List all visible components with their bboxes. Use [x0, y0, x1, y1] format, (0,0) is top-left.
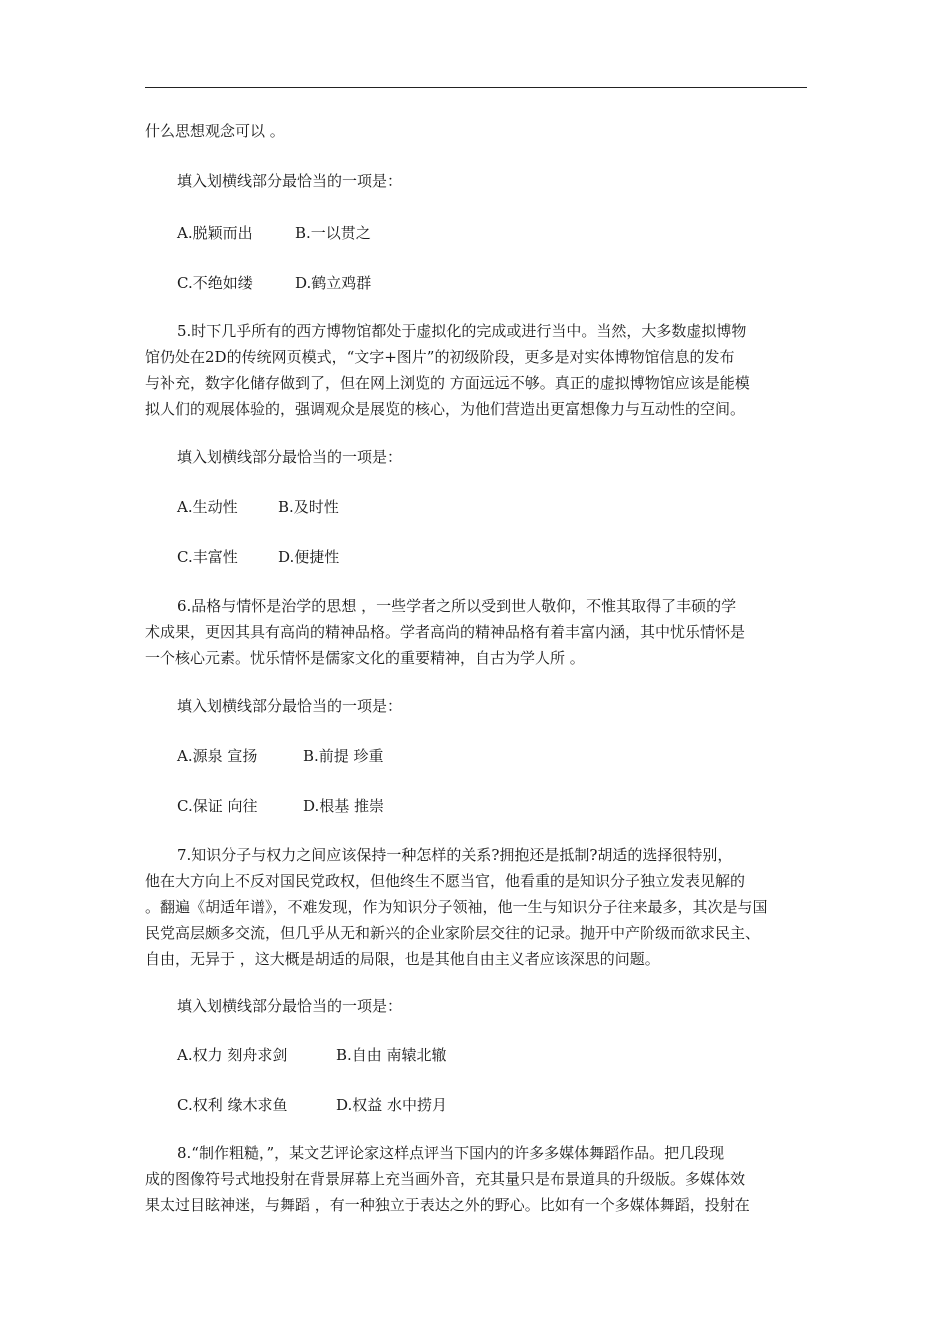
question-7-line: 他在大方向上不反对国民党政权，但他终生不愿当官，他看重的是知识分子独立发表见解的	[145, 872, 746, 890]
option-d: D.权益 水中捞月	[336, 1096, 448, 1114]
option-a: A.脱颖而出	[177, 224, 253, 242]
option-a: A.生动性	[177, 498, 238, 516]
question-4-options-ab	[177, 220, 810, 246]
option-c: C.权利 缘木求鱼	[177, 1096, 288, 1114]
option-a: A.权力 刻舟求剑	[177, 1046, 288, 1064]
question-5-line: 拟人们的观展体验的，强调观众是展览的核心，为他们营造出更富想像力与互动性的空间。	[145, 400, 746, 418]
question-5-line: 与补充，数字化储存做到了，但在网上浏览的 方面远远不够。真正的虚拟博物馆应该是能模	[145, 374, 750, 392]
question-4-text-end: 什么思想观念可以 。	[145, 122, 285, 140]
question-6-line: 术成果，更因其具有高尚的精神品格。学者高尚的精神品格有着丰富内涵，其中忧乐情怀是	[145, 623, 746, 641]
question-7-line: 自由，无异于 ，这大概是胡适的局限，也是其他自由主义者应该深思的问题。	[145, 950, 660, 968]
question-5-prompt: 填入划横线部分最恰当的一项是：	[177, 448, 403, 466]
header-rule	[145, 87, 807, 88]
question-7-prompt: 填入划横线部分最恰当的一项是：	[177, 997, 403, 1015]
question-4-prompt: 填入划横线部分最恰当的一项是：	[177, 172, 403, 190]
question-6-line: 一个核心元素。忧乐情怀是儒家文化的重要精神，自古为学人所 。	[145, 649, 585, 667]
question-5-options-cd	[177, 544, 810, 570]
option-b: B.及时性	[278, 498, 339, 516]
option-b: B.一以贯之	[295, 224, 371, 242]
question-7-options-ab	[177, 1042, 810, 1068]
question-8-line: 果太过目眩神迷，与舞蹈 ，有一种独立于表达之外的野心。比如有一个多媒体舞蹈，投射在	[145, 1196, 750, 1214]
option-c: C.保证 向往	[177, 797, 258, 815]
question-6-line: 6.品格与情怀是治学的思想 ，一些学者之所以受到世人敬仰，不惟其取得了丰硕的学	[177, 597, 737, 615]
question-5-options-ab	[177, 494, 810, 520]
question-4-options-cd	[177, 270, 810, 296]
question-8-line: 8.“制作粗糙，”，某文艺评论家这样点评当下国内的许多多媒体舞蹈作品。把几段现	[177, 1144, 725, 1162]
question-5-line: 5.时下几乎所有的西方博物馆都处于虚拟化的完成或进行当中。当然，大多数虚拟博物	[177, 322, 747, 340]
question-7-options-cd	[177, 1092, 810, 1118]
question-7-line: 民党高层颇多交流，但几乎从无和新兴的企业家阶层交往的记录。抛开中产阶级而欲求民主、	[145, 924, 761, 942]
option-d: D.根基 推崇	[303, 797, 385, 815]
question-8-line: 成的图像符号式地投射在背景屏幕上充当画外音，充其量只是布景道具的升级版。多媒体效	[145, 1170, 746, 1188]
option-b: B.自由 南辕北辙	[336, 1046, 447, 1064]
option-d: D.鹤立鸡群	[295, 274, 372, 292]
option-b: B.前提 珍重	[303, 747, 384, 765]
question-6-options-cd	[177, 793, 810, 819]
question-5-line: 馆仍处在2D的传统网页模式，“文字+图片”的初级阶段，更多是对实体博物馆信息的发布	[145, 348, 735, 366]
option-c: C.丰富性	[177, 548, 238, 566]
question-7-line: 7.知识分子与权力之间应该保持一种怎样的关系?拥抱还是抵制?胡适的选择很特别，	[177, 846, 733, 864]
question-6-prompt: 填入划横线部分最恰当的一项是：	[177, 697, 403, 715]
option-a: A.源泉 宣扬	[177, 747, 258, 765]
question-6-options-ab	[177, 743, 810, 769]
option-d: D.便捷性	[278, 548, 340, 566]
question-7-line: 。翻遍《胡适年谱》，不难发现，作为知识分子领袖，他一生与知识分子往来最多，其次是与国	[145, 898, 768, 916]
option-c: C.不绝如缕	[177, 274, 253, 292]
